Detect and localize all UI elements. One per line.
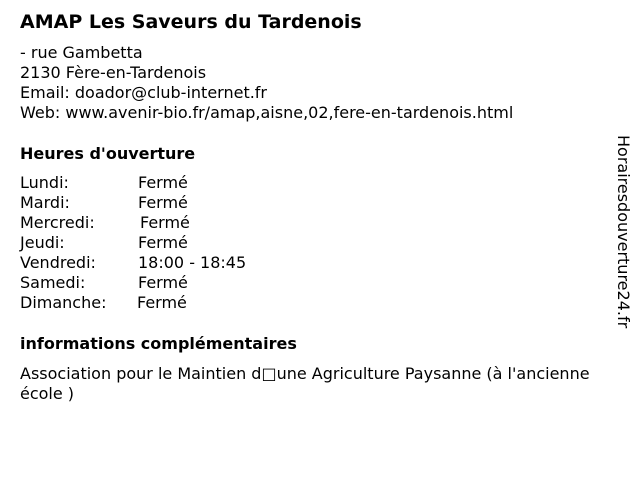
hours-heading: Heures d'ouverture <box>20 144 196 163</box>
day-label: Lundi: <box>20 173 69 192</box>
day-hours: Fermé <box>138 193 188 212</box>
street-line: - rue Gambetta <box>20 43 143 62</box>
day-label: Samedi: <box>20 273 86 292</box>
city-line: 2130 Fère-en-Tardenois <box>20 63 207 82</box>
info-text: Association pour le Maintien d□une Agriculture Paysanne (à l'ancienne école ) <box>20 364 590 403</box>
shop-title: AMAP Les Saveurs du Tardenois <box>20 11 362 33</box>
day-hours: Fermé <box>138 273 188 292</box>
email-line: Email: doador@club-internet.fr <box>20 83 268 102</box>
site-watermark: Horairesdouverture24.fr <box>614 135 633 329</box>
day-hours: Fermé <box>138 233 188 252</box>
day-label: Mardi: <box>20 193 70 212</box>
day-label: Dimanche: <box>20 293 107 312</box>
day-label: Vendredi: <box>20 253 96 272</box>
day-hours: Fermé <box>138 173 188 192</box>
address-block <box>20 43 513 123</box>
day-label: Jeudi: <box>20 233 65 252</box>
day-hours: Fermé <box>140 213 190 232</box>
day-label: Mercredi: <box>20 213 95 232</box>
day-hours: Fermé <box>137 293 187 312</box>
web-line: Web: www.avenir-bio.fr/amap,aisne,02,fere-en-tardenois.html <box>20 103 514 122</box>
info-heading: informations complémentaires <box>20 334 297 353</box>
day-hours: 18:00 - 18:45 <box>138 253 247 272</box>
